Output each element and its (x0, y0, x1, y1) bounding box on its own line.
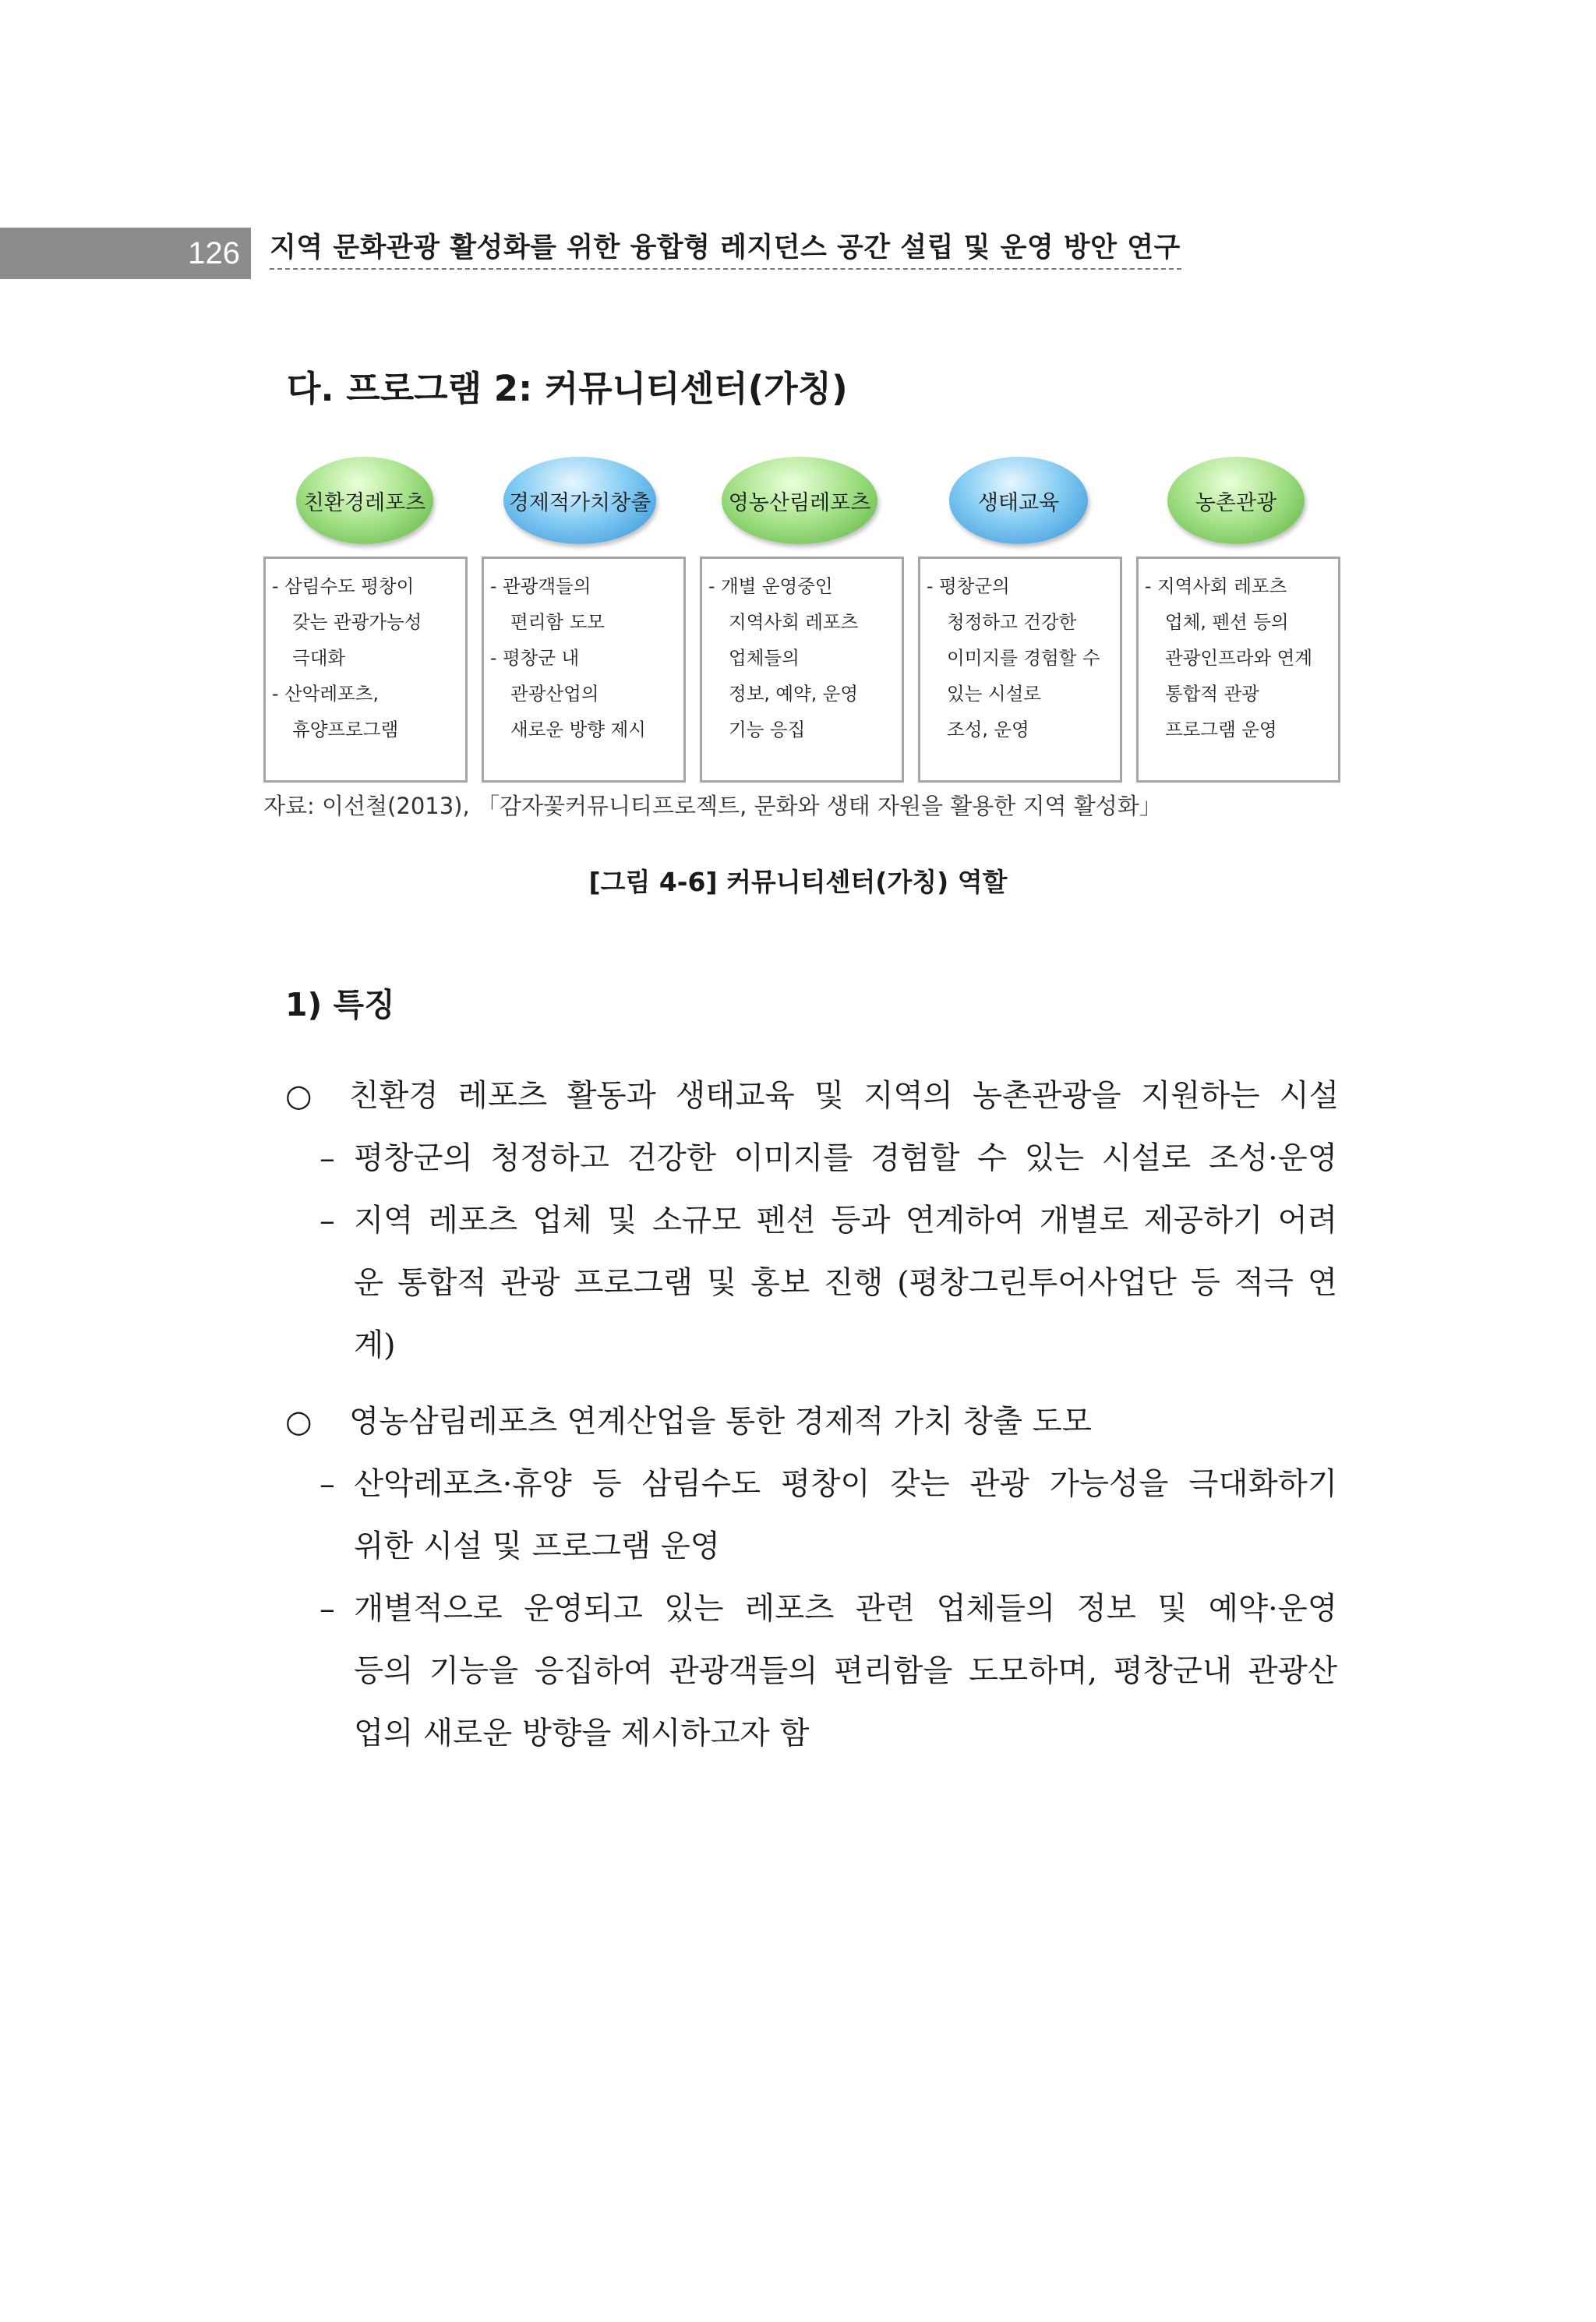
description-line: - 삼림수도 평창이 (272, 575, 415, 597)
bullet-text: 영농삼림레포츠 연계산업을 통한 경제적 가치 창출 도모 (349, 1404, 1092, 1440)
body-line: 평창군의 청정하고 건강한 이미지를 경험할 수 있는 시설로 조성·운영 (354, 1140, 1337, 1176)
bullet-text: 친환경 레포츠 활동과 생태교육 및 지역의 농촌관광을 지원하는 시설 (349, 1078, 1339, 1114)
description-line: 통합적 관광 (1165, 683, 1259, 705)
body-line: 위한 시설 및 프로그램 운영 (354, 1529, 720, 1564)
role-diagram (263, 457, 1342, 784)
description-line: 편리함 도모 (510, 611, 605, 633)
description-line: - 평창군의 (927, 575, 1010, 597)
description-line: - 지역사회 레포츠 (1145, 575, 1287, 597)
diagram-column (263, 457, 468, 784)
description-line: 업체들의 (729, 647, 800, 669)
description-line: 기능 응집 (729, 719, 806, 740)
role-bubble: 영농산림레포츠 (722, 457, 877, 544)
role-description-box (482, 557, 686, 783)
description-line: 있는 시설로 (947, 683, 1041, 705)
description-line: 프로그램 운영 (1165, 719, 1277, 740)
role-bubble: 농촌관광 (1167, 457, 1305, 544)
description-line: 정보, 예약, 운영 (729, 683, 859, 705)
description-line: 휴양프로그램 (292, 719, 399, 740)
description-line: 청정하고 건강한 (947, 611, 1077, 633)
description-line: - 관광객들의 (490, 575, 591, 597)
role-bubble: 생태교육 (949, 457, 1088, 544)
page-number: 126 (0, 228, 251, 279)
description-line: 업체, 펜션 등의 (1165, 611, 1289, 633)
role-description-box (918, 557, 1122, 783)
figure-source-note: 자료: 이선철(2013), 「감자꽃커뮤니티프로젝트, 문화와 생태 자원을 활용한 지역 활성화」 (263, 793, 1162, 819)
subheading-features: 1) 특징 (285, 986, 395, 1023)
description-line: - 산악레포츠, (272, 683, 379, 705)
description-line: - 평창군 내 (490, 647, 580, 669)
description-line: 이미지를 경험할 수 (947, 647, 1100, 669)
role-bubble: 경제적가치창출 (503, 457, 656, 544)
diagram-column (1136, 457, 1340, 784)
role-description-box (1136, 557, 1340, 783)
body-line: 지역 레포츠 업체 및 소규모 펜션 등과 연계하여 개별로 제공하기 어려 (354, 1203, 1337, 1239)
role-bubble: 친환경레포츠 (296, 457, 433, 544)
body-line: 계) (354, 1327, 396, 1363)
body-line: 운 통합적 관광 프로그램 및 홍보 진행 (평창그린투어사업단 등 적극 연 (354, 1265, 1337, 1301)
dash-mark: – (320, 1591, 335, 1627)
body-line: 업의 새로운 방향을 제시하고자 함 (354, 1716, 810, 1751)
role-description-box (700, 557, 904, 783)
dash-mark: – (320, 1466, 335, 1502)
description-line: - 개별 운영중인 (708, 575, 833, 597)
running-header-title: 지역 문화관광 활성화를 위한 융합형 레지던스 공간 설립 및 운영 방안 연구 (270, 232, 1181, 263)
diagram-column (918, 457, 1122, 784)
description-line: 새로운 방향 제시 (510, 719, 646, 740)
description-line: 조성, 운영 (947, 719, 1029, 740)
diagram-column (700, 457, 904, 784)
role-description-box (263, 557, 468, 783)
header-divider (270, 268, 1181, 270)
bullet-mark: ○ (285, 1078, 312, 1114)
diagram-column (482, 457, 686, 784)
dash-mark: – (320, 1203, 335, 1239)
description-line: 극대화 (292, 647, 346, 669)
body-line: 개별적으로 운영되고 있는 레포츠 관련 업체들의 정보 및 예약·운영 (354, 1591, 1337, 1627)
description-line: 지역사회 레포츠 (729, 611, 859, 633)
section-title: 다. 프로그램 2: 커뮤니티센터(가칭) (287, 368, 848, 409)
bullet-mark: ○ (285, 1404, 312, 1440)
figure-caption: [그림 4-6] 커뮤니티센터(가칭) 역할 (588, 867, 1008, 897)
body-line: 등의 기능을 응집하여 관광객들의 편리함을 도모하며, 평창군내 관광산 (354, 1653, 1337, 1689)
description-line: 관광산업의 (510, 683, 599, 705)
description-line: 갖는 관광가능성 (292, 611, 422, 633)
dash-mark: – (320, 1140, 335, 1176)
description-line: 관광인프라와 연계 (1165, 647, 1313, 669)
body-line: 산악레포츠·휴양 등 삼림수도 평창이 갖는 관광 가능성을 극대화하기 (354, 1466, 1337, 1502)
